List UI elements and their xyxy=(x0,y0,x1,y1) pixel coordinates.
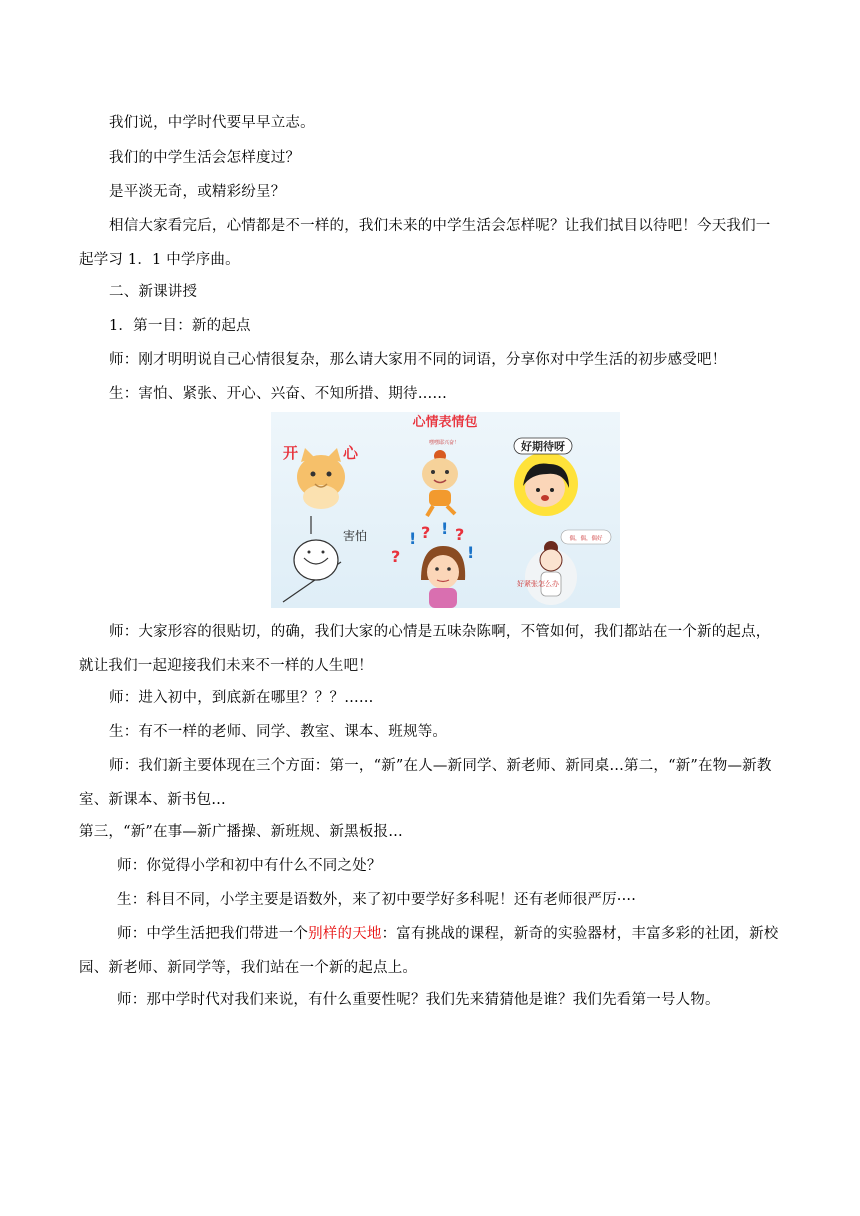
paragraph: 我们说，中学时代要早早立志。 xyxy=(109,115,315,131)
section-heading: 二、新课讲授 xyxy=(109,284,198,300)
svg-text:害怕: 害怕 xyxy=(343,529,368,543)
paragraph: 师：大家形容的很贴切，的确，我们大家的心情是五味杂陈啊，不管如何，我们都站在一个新的起点，就让我们一起迎接我们未来不一样的人生吧！ xyxy=(79,624,771,674)
paragraph: 生：科目不同，小学主要是语数外，来了初中要学好多科呢！还有老师很严厉···· xyxy=(117,892,637,908)
highlighted-phrase: 别样的天地 xyxy=(308,926,382,942)
paragraph: 生：有不一样的老师、同学、教室、课本、班规等。 xyxy=(109,724,448,740)
excited-kid-emoji xyxy=(422,439,459,516)
paragraph: 师：中学生活把我们带进一个别样的天地：富有挑战的课程，新奇的实验器材，丰富多彩的社团，新校园、新老师、新同学等，我们站在一个新的起点上。 xyxy=(79,926,779,976)
svg-text:?: ? xyxy=(421,523,431,542)
nervous-girl-emoji xyxy=(517,530,611,605)
confused-girl-emoji xyxy=(391,519,474,608)
svg-text:?: ? xyxy=(391,547,401,566)
svg-text:好期待呀: 好期待呀 xyxy=(521,440,565,453)
paragraph: 我们的中学生活会怎样度过？ xyxy=(109,150,301,166)
figure-title: 心情表情包 xyxy=(412,415,478,430)
svg-text:!: ! xyxy=(467,543,475,562)
svg-text:?: ? xyxy=(455,525,465,544)
expecting-girl-emoji xyxy=(514,438,578,516)
svg-text:好紧张怎么办: 好紧张怎么办 xyxy=(517,580,559,588)
svg-text:偶，偶，偶好: 偶，偶，偶好 xyxy=(569,536,603,542)
paragraph: 师：进入初中，到底新在哪里？？？…… xyxy=(109,690,374,706)
svg-text:开: 开 xyxy=(283,444,299,462)
paragraph: 是平淡无奇，或精彩纷呈？ xyxy=(109,184,286,200)
paragraph: 师：刚才明明说自己心情很复杂，那么请大家用不同的词语，分享你对中学生活的初步感受吧！ xyxy=(109,352,727,368)
svg-text:嘿嘿耶兴奋！: 嘿嘿耶兴奋！ xyxy=(429,440,460,446)
svg-text:心: 心 xyxy=(343,444,359,462)
paragraph: 师：我们新主要体现在三个方面：第一，“新”在人—新同学、新老师、新同桌…第二，“新”在物—新教室、新课本、新书包… xyxy=(79,758,772,808)
paragraph: 师：那中学时代对我们来说，有什么重要性呢？我们先来猜猜他是谁？我们先看第一号人物。 xyxy=(117,992,720,1008)
happy-cat-emoji xyxy=(283,444,359,509)
scared-face-emoji xyxy=(283,516,367,602)
paragraph: 师：你觉得小学和初中有什么不同之处？ xyxy=(117,858,382,874)
paragraph: 相信大家看完后，心情都是不一样的，我们未来的中学生活会怎样呢？让我们拭目以待吧！今天我们一起学习 1．1 中学序曲。 xyxy=(79,218,771,268)
paragraph: 生：害怕、紧张、开心、兴奋、不知所措、期待…… xyxy=(109,386,448,402)
emoji-mood-image xyxy=(271,412,620,608)
paragraph: 第三，“新”在事—新广播操、新班规、新黑板报… xyxy=(79,824,403,840)
svg-text:!: ! xyxy=(441,519,449,538)
svg-text:!: ! xyxy=(409,529,417,548)
subsection-heading: 1．第一目：新的起点 xyxy=(109,318,251,334)
